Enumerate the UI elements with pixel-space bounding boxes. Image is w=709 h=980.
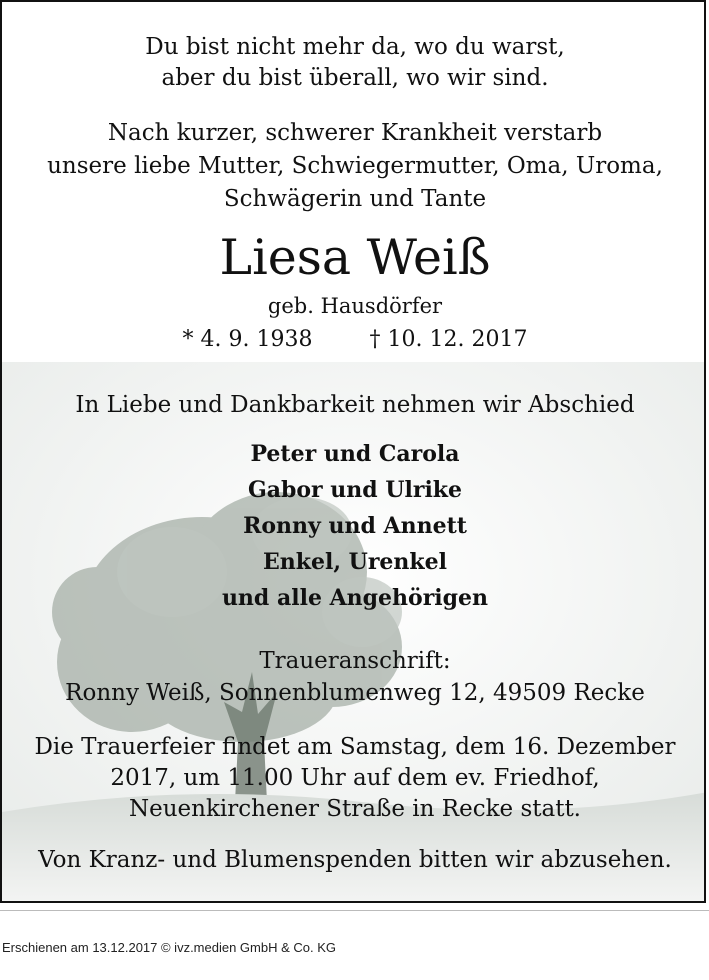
address-label: Traueranschrift: <box>259 648 451 674</box>
death-date: † 10. 12. 2017 <box>369 327 528 352</box>
motto-verse <box>2 32 706 94</box>
mourner-entry: Gabor und Ulrike <box>247 477 463 503</box>
service-line: 2017, um 11.00 Uhr auf dem ev. Friedhof, <box>110 765 600 791</box>
intro-text <box>2 117 706 216</box>
service-line: Die Trauerfeier findet am Samstag, dem 16. Dezember <box>34 734 676 760</box>
address-line: Ronny Weiß, Sonnenblumenweg 12, 49509 Recke <box>65 680 645 706</box>
intro-line: unsere liebe Mutter, Schwiegermutter, Oma, Uroma, <box>47 153 663 179</box>
service-line: Neuenkirchener Straße in Recke statt. <box>129 796 581 822</box>
deceased-name: Liesa Weiß <box>219 229 491 286</box>
mourners-list <box>2 436 706 616</box>
farewell-line: In Liebe und Dankbarkeit nehmen wir Abschied <box>75 392 635 418</box>
intro-line: Schwägerin und Tante <box>223 186 487 212</box>
intro-line: Nach kurzer, schwerer Krankheit verstarb <box>107 120 603 146</box>
footer-divider <box>0 910 709 911</box>
mourner-entry: Ronny und Annett <box>243 513 467 539</box>
funeral-service-info <box>2 732 706 825</box>
flowers-note: Von Kranz- und Blumenspenden bitten wir abzusehen. <box>38 847 672 873</box>
life-dates <box>2 324 706 356</box>
mourning-address <box>2 645 706 709</box>
mourner-entry: Enkel, Urenkel <box>262 549 448 575</box>
mourner-entry: und alle Angehörigen <box>221 585 489 611</box>
birth-name: geb. Hausdörfer <box>267 294 443 318</box>
publication-footer: Erschienen am 13.12.2017 © ivz.medien GmbH & Co. KG <box>2 940 337 955</box>
motto-line: aber du bist überall, wo wir sind. <box>161 65 549 91</box>
mourner-entry: Peter und Carola <box>250 441 460 467</box>
birth-date: * 4. 9. 1938 <box>182 327 313 352</box>
motto-line: Du bist nicht mehr da, wo du warst, <box>145 34 565 60</box>
